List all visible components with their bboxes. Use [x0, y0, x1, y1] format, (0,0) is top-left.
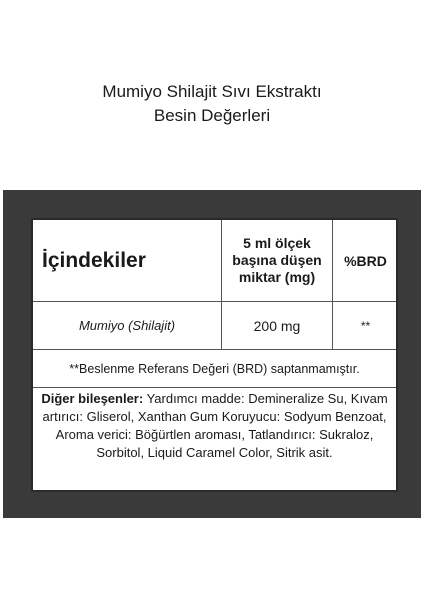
- other-ingredients-text: Yardımcı madde: Demineralize Su, Kıvam artırıcı: Gliserol, Xanthan Gum Koruyucu: Sodyum Benzoat, Aroma verici: Böğürtlen aroması, Tatlandırıcı: Sukraloz, Sorbitol, Liquid Caramel Color, Sitrik asit.: [42, 391, 388, 460]
- header-amount-line-3: miktar (mg): [238, 269, 316, 285]
- table-header-row: [33, 220, 396, 302]
- table-row: [33, 302, 396, 350]
- other-ingredients: [33, 390, 396, 462]
- header-amount-line-2: başına düşen: [232, 252, 322, 268]
- header-amount: [221, 220, 332, 301]
- ingredient-brd: **: [332, 302, 398, 349]
- brd-note: **Beslenme Referans Değeri (BRD) saptanmamıştır.: [69, 361, 360, 376]
- title-line-1: Mumiyo Shilajit Sıvı Ekstraktı: [102, 82, 322, 101]
- header-brd: %BRD: [332, 220, 398, 301]
- page-title: [0, 80, 424, 128]
- header-amount-line-1: 5 ml ölçek: [243, 235, 311, 251]
- brd-note-row: [33, 350, 396, 388]
- other-ingredients-label: Diğer bileşenler:: [41, 391, 144, 406]
- header-ingredients: İçindekiler: [42, 248, 146, 272]
- title-line-2: Besin Değerleri: [153, 106, 271, 125]
- ingredient-amount: 200 mg: [221, 302, 332, 349]
- ingredient-name: Mumiyo (Shilajit): [78, 318, 176, 333]
- nutrition-table: [31, 218, 398, 492]
